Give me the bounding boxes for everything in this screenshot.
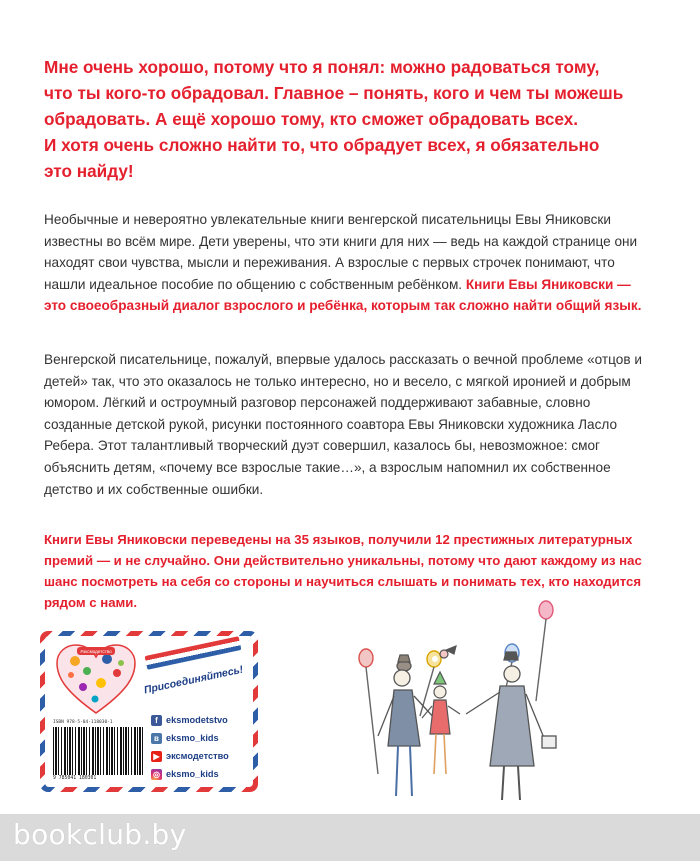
- quote-line: что ты кого-то обрадовал. Главное – понять, кого и чем ты можешь: [44, 83, 624, 103]
- quote-block: [44, 54, 664, 184]
- barcode-number: 9 785041 180301: [53, 776, 97, 781]
- social-label: эксмодетство: [166, 751, 229, 761]
- isbn-text: ISBN 978-5-04-118030-1: [53, 720, 113, 725]
- quote-line: обрадовать. А ещё хорошо тому, кто сможет обрадовать всех.: [44, 109, 579, 129]
- social-label: eksmo_kids: [166, 769, 219, 779]
- youtube-icon: ▶: [151, 751, 162, 762]
- extra-figure: [440, 646, 456, 658]
- barcode: [53, 720, 145, 784]
- social-label: eksmodetstvo: [166, 715, 228, 725]
- tricolor-stripe: [145, 636, 242, 670]
- instagram-icon: ◎: [151, 769, 162, 780]
- social-row-facebook[interactable]: [151, 712, 229, 728]
- description-paragraph-3: Книги Евы Яниковски переведены на 35 языков, получили 12 престижных литературных премий — и не случайно. Они действительно уникальны, потому что дают каждому из нас шанс посмотреть на себя со стороны и научиться слышать и понимать тех, кто находится рядом с нами.: [44, 532, 642, 610]
- facebook-icon: f: [151, 715, 162, 726]
- social-row-instagram[interactable]: [151, 766, 229, 782]
- father-figure: [378, 655, 436, 796]
- quote-line: это найду!: [44, 161, 134, 181]
- watermark-bar: [0, 814, 700, 861]
- paragraph-text: Необычные и невероятно увлекательные книги венгерской писательницы Евы Яниковски известны во всём мире. Дети уверены, что эти книги для них — ведь на каждой странице они находят свои чувства, мысли и переживания. А взрослые с первых строчек понимают, что нашли идеальное пособие по общению с собственным ребёнком.: [44, 212, 638, 292]
- highlight-text: Книги Евы Яниковски — это своеобразный диалог взрослого и ребёнка, которым так сложно найти общий язык.: [44, 276, 642, 314]
- barcode-bars: [53, 727, 145, 775]
- description-paragraph-2: Венгерской писательнице, пожалуй, впервые удалось рассказать о вечной проблеме «отцов и детей» так, что это оказалось не только интересно, но и весело, с мягкой иронией и добрым юмором. Лёгкий и остроумный разговор персонажей поддерживают забавные, словно созданные детской рукой, рисунки постоянного соавтора Евы Яниковски художника Ласло Ребера. Этот талантливый творческий дуэт совершил, казалось бы, невозможное: смог объяснить детям, «почему все взрослые такие…», а взрослым напомнил их собственное детство и их собственные ошибки.: [44, 352, 642, 497]
- quote-line: И хотя очень сложно найти то, что обрадует всех, я обязательно: [44, 135, 600, 155]
- description-paragraph-1: [44, 209, 656, 317]
- heart-hashtag: #эксмодетство: [80, 649, 112, 654]
- family-balloons-illustration: [336, 596, 674, 810]
- social-label: eksmo_kids: [166, 733, 219, 743]
- join-label: Присоединяйтесь!: [142, 663, 245, 697]
- mother-figure: [466, 652, 556, 800]
- quote-line: Мне очень хорошо, потому что я понял: можно радоваться тому,: [44, 57, 600, 77]
- heart-icon: [55, 643, 137, 715]
- airmail-sticker: [40, 631, 258, 792]
- social-row-youtube[interactable]: [151, 748, 229, 764]
- watermark-text: bookclub.by: [13, 818, 187, 851]
- vk-icon: в: [151, 733, 162, 744]
- social-links: [151, 712, 229, 784]
- social-row-vk[interactable]: [151, 730, 229, 746]
- sticker-body: [45, 636, 253, 787]
